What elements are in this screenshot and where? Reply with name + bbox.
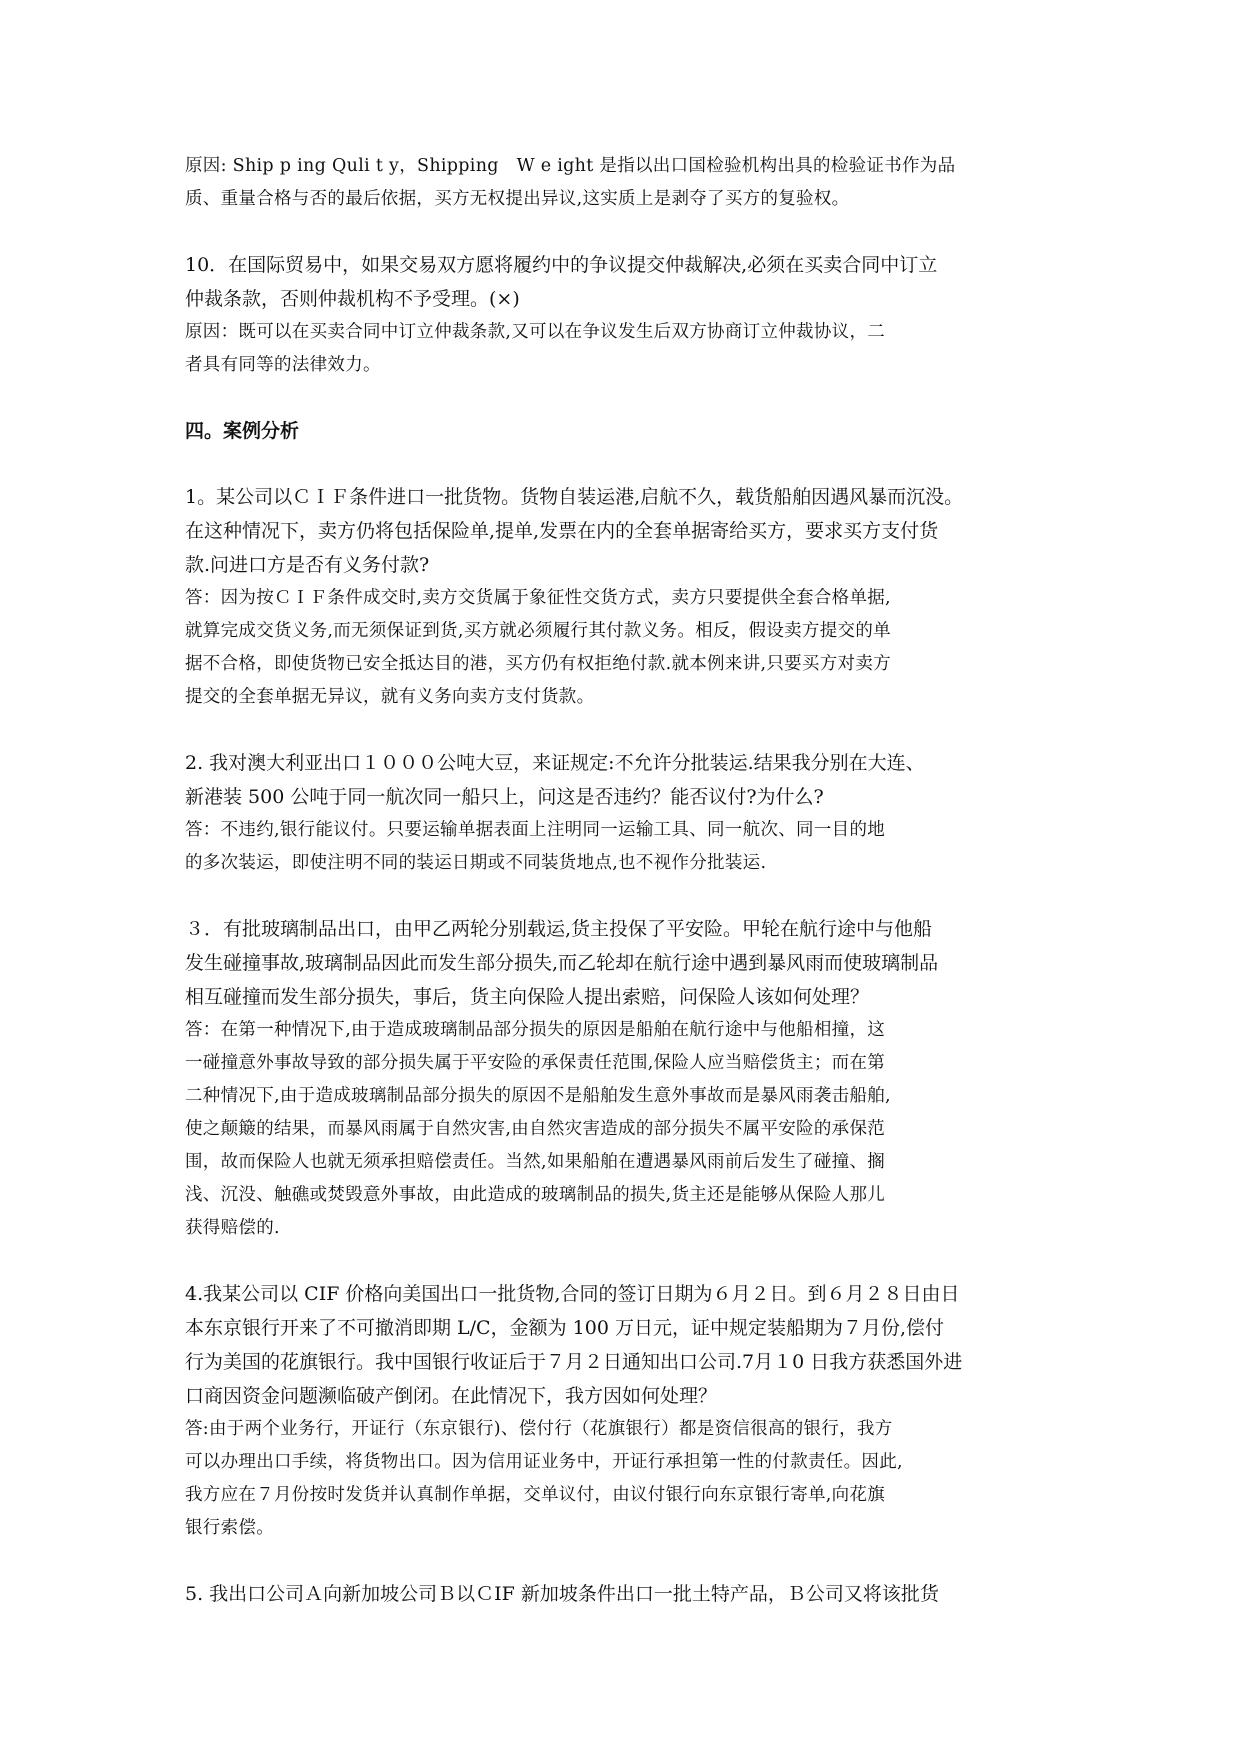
answer-line: 可以办理出口手续，将货物出口。因为信用证业务中，开证行承担第一性的付款责任。因此,	[185, 1452, 903, 1472]
answer-line: 答：不违约,银行能议付。只要运输单据表面上注明同一运输工具、同一航次、同一目的地	[185, 820, 886, 840]
document-page	[185, 150, 1065, 1611]
answer-line: 银行索偿。	[185, 1518, 274, 1538]
question-line: 新港装 500 公吨于同一航次同一船只上，问这是否违约？能否议付?为什么?	[185, 786, 824, 808]
question-line: 2. 我对澳大利亚出口１０００公吨大豆，来证规定:不允许分批装运.结果我分别在大连、	[185, 752, 925, 774]
reason-line: 原因：既可以在买卖合同中订立仲裁条款,又可以在争议发生后双方协商订立仲裁协议，二	[185, 322, 886, 342]
answer-line: 一碰撞意外事故导致的部分损失属于平安险的承保责任范围,保险人应当赔偿货主；而在第	[185, 1053, 886, 1073]
question-line: 仲裁条款，否则仲裁机构不予受理。(×)	[185, 288, 520, 310]
case-1	[185, 480, 1065, 714]
question-line: 发生碰撞事故,玻璃制品因此而发生部分损失,而乙轮却在航行途中遇到暴风雨而使玻璃制品	[185, 952, 939, 974]
answer-line: 答：因为按ＣＩＦ条件成交时,卖方交货属于象征性交货方式，卖方只要提供全套合格单据,	[185, 588, 891, 608]
answer-line: 获得赔偿的.	[185, 1218, 280, 1238]
question-line: 1。某公司以ＣＩＦ条件进口一批货物。货物自装运港,启航不久，载货船舶因遇风暴而沉没。	[185, 486, 964, 508]
answer-line: 提交的全套单据无异议，就有义务向卖方支付货款。	[185, 687, 595, 707]
answer-line: 二种情况下,由于造成玻璃制品部分损失的原因不是船舶发生意外事故而是暴风雨袭击船舶,	[185, 1086, 891, 1106]
item9-reason	[185, 150, 1065, 216]
question-line: 5. 我出口公司Ａ向新加坡公司Ｂ以ＣIF 新加坡条件出口一批土特产品，Ｂ公司又将该批货	[185, 1583, 939, 1605]
answer-line: 就算完成交货义务,而无须保证到货,买方就必须履行其付款义务。相反，假设卖方提交的单	[185, 621, 891, 641]
case-5	[185, 1577, 1065, 1611]
question-line: 4.我某公司以 CIF 价格向美国出口一批货物,合同的签订日期为６月２日。到６月２８日由日	[185, 1283, 960, 1305]
answer-line: 我方应在７月份按时发货并认真制作单据，交单议付，由议付银行向东京银行寄单,向花旗	[185, 1485, 886, 1505]
case-4	[185, 1277, 1065, 1545]
question-line: 行为美国的花旗银行。我中国银行收证后于７月２日通知出口公司.7月１0 日我方获悉国外进	[185, 1351, 963, 1373]
question-line: 款.问进口方是否有义务付款?	[185, 554, 430, 576]
answer-line: 使之颠簸的结果，而暴风雨属于自然灾害,由自然灾害造成的部分损失不属平安险的承保范	[185, 1119, 886, 1139]
answer-line: 答：在第一种情况下,由于造成玻璃制品部分损失的原因是船舶在航行途中与他船相撞，这	[185, 1020, 886, 1040]
answer-line: 的多次装运，即使注明不同的装运日期或不同装货地点,也不视作分批装运.	[185, 853, 767, 873]
question-line: 本东京银行开来了不可撤消即期 L/C，金额为 100 万日元，证中规定装船期为７月份,偿付	[185, 1317, 944, 1339]
question-line: ３．有批玻璃制品出口，由甲乙两轮分别载运,货主投保了平安险。甲轮在航行途中与他船	[185, 918, 933, 940]
question-line: 在这种情况下，卖方仍将包括保险单,提单,发票在内的全套单据寄给买方，要求买方支付货	[185, 520, 939, 542]
answer-line: 浅、沉没、触礁或焚毁意外事故，由此造成的玻璃制品的损失,货主还是能够从保险人那儿	[185, 1185, 886, 1205]
question-line: 10．在国际贸易中，如果交易双方愿将履约中的争议提交仲裁解决,必须在买卖合同中订立	[185, 254, 938, 276]
reason-line: 质、重量合格与否的最后依据，买方无权提出异议,这实质上是剥夺了买方的复验权。	[185, 189, 850, 209]
reason-line: 者具有同等的法律效力。	[185, 355, 381, 375]
answer-line: 答:由于两个业务行，开证行（东京银行)、偿付行（花旗银行）都是资信很高的银行，我方	[185, 1419, 893, 1439]
answer-line: 据不合格，即使货物已安全抵达目的港，买方仍有权拒绝付款.就本例来讲,只要买方对卖方	[185, 654, 891, 674]
question-line: 相互碰撞而发生部分损失，事后，货主向保险人提出索赔，问保险人该如何处理？	[185, 986, 870, 1008]
section-heading: 四。案例分析	[185, 420, 300, 442]
case-2	[185, 746, 1065, 880]
item10	[185, 248, 1065, 382]
question-line: 口商因资金问题濒临破产倒闭。在此情况下，我方因如何处理？	[185, 1385, 718, 1407]
case-3	[185, 912, 1065, 1245]
answer-line: 围，故而保险人也就无须承担赔偿责任。当然,如果船舶在遭遇暴风雨前后发生了碰撞、搁	[185, 1152, 886, 1172]
reason-line: 原因: Ship p ing Quli t y，Shipping W e ight 是指以出口国检验机构出具的检验证书作为品	[185, 156, 956, 176]
